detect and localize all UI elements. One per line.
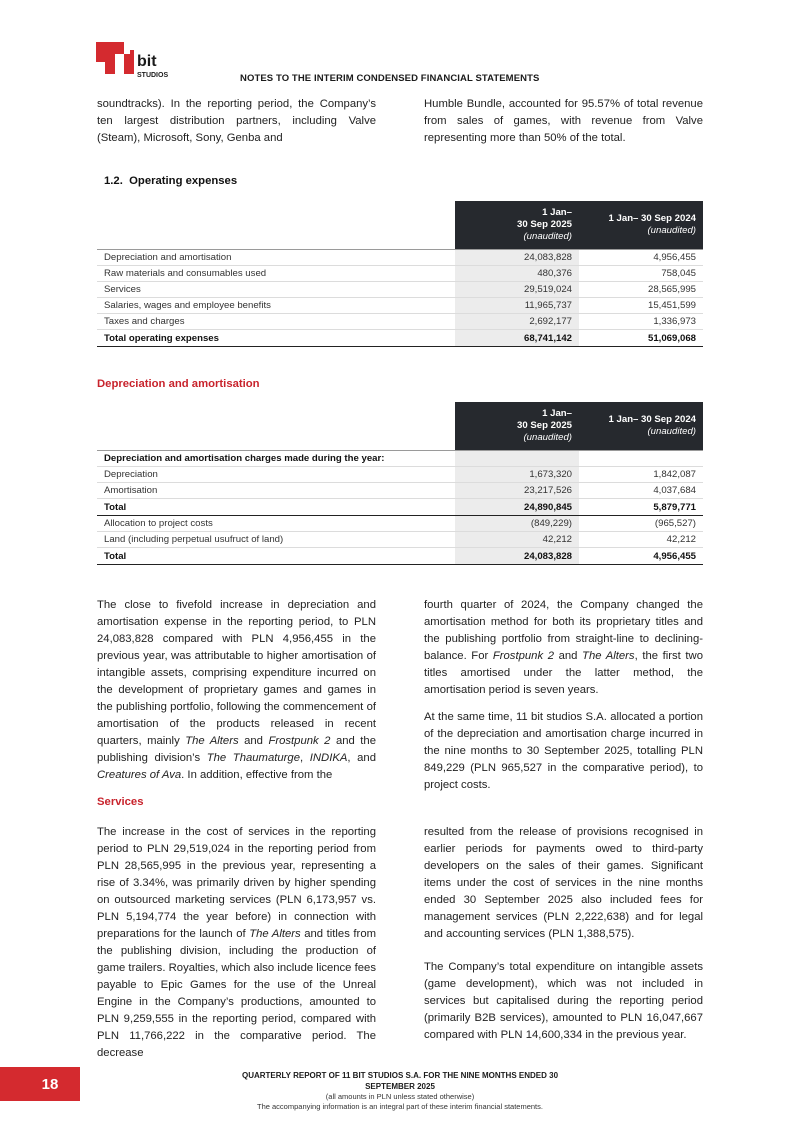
table-row: Taxes and charges 2,692,177 1,336,973: [97, 314, 703, 330]
table-total-row: Total operating expenses 68,741,142 51,069,068: [97, 330, 703, 347]
svg-text:STUDIOS: STUDIOS: [137, 72, 169, 79]
header-title: NOTES TO THE INTERIM CONDENSED FINANCIAL STATEMENTS: [240, 73, 540, 84]
section-heading-services: Services: [97, 796, 144, 808]
table-row: Amortisation 23,217,526 4,037,684: [97, 482, 703, 498]
services-text-left: The increase in the cost of services in the reporting period to PLN 29,519,024 in the reporting period from PLN 28,565,995 in the previous year, representing a rise of 3.34%, was primarily driven by higher spending on outsourced marketing services (PLN 6,173,957 vs. PLN 5,194,774 the year before) in connection with preparations for the launch of The Alters and titles from the publishing division, including the production of game trailers. Royalties, which also include licence fees payable to Epic Games for the use of the Unreal Engine in the Company’s productions, amounted to PLN 9,259,555 in the reporting period, compared with PLN 11,766,222 in the comparative period. The decrease: [97, 826, 377, 1059]
table-row: Depreciation and amortisation 24,083,828 4,956,455: [97, 249, 703, 265]
table-row: Depreciation 1,673,320 1,842,087: [97, 466, 703, 482]
svg-text:bit: bit: [137, 53, 157, 70]
footer: QUARTERLY REPORT OF 11 BIT STUDIOS S.A. FOR THE NINE MONTHS ENDED 30 SEPTEMBER 2025 (all amounts in PLN unless stated otherwise) The accompanying information is an integral part of these interim financial statements.: [241, 1071, 559, 1111]
depreciation-text-right: fourth quarter of 2024, the Company changed the amortisation method for both its proprietary titles and the publishing portfolio from straight-line to declining-balance. For Frostpunk 2 and The Alters, the first two titles amortised under the latter method, the amortisation period is seven years. At the same time, 11 bit studios S.A. allocated a portion of the depreciation and amortisation charge incurred in the nine months to 30 September 2025, totalling PLN 849,229 (PLN 965,527 in the comparative period), to project costs.: [424, 599, 703, 791]
table-total-row: Total 24,083,828 4,956,455: [97, 548, 703, 565]
section-heading-operating-expenses: 1.2. Operating expenses: [104, 175, 238, 187]
table-row: Allocation to project costs (849,229) (965,527): [97, 516, 703, 532]
column-header-2025: 1 Jan– 30 Sep 2025 (unaudited): [455, 402, 579, 450]
column-header-2025: 1 Jan– 30 Sep 2025 (unaudited): [455, 201, 579, 249]
depreciation-text-left: The close to fivefold increase in depreciation and amortisation expense in the reporting period, to PLN 24,083,828 compared with PLN 4,956,455 in the previous year, was attributable to higher amortisation of intangible assets, comprising expenditure incurred on the development of proprietary games and games in the publishing portfolio, following the commencement of amortisation of the products released in recent quarters, mainly The Alters and Frostpunk 2 and the publishing division’s The Thaumaturge, INDIKA, and Creatures of Ava. In addition, effective from the: [97, 599, 376, 781]
table-row: Raw materials and consumables used 480,376 758,045: [97, 265, 703, 281]
table-row: Land (including perpetual usufruct of land) 42,212 42,212: [97, 532, 703, 548]
column-header-2024: 1 Jan– 30 Sep 2024 (unaudited): [579, 201, 703, 249]
services-text-right: resulted from the release of provisions recognised in earlier periods for payments owed to third-party developers on the sales of their games. Significant items under the cost of services in the nine months ended 30 September 2025 also included fees for management services (PLN 2,222,638) and for legal and accounting services (PLN 1,388,575). The Company’s total expenditure on intangible assets (game development), which was not included in services but capitalised during the reporting period (primarily B2B services), amounted to PLN 16,047,667 compared with PLN 14,600,334 in the previous year.: [424, 826, 703, 1041]
depreciation-table: [97, 402, 703, 565]
intro-left-text: soundtracks). In the reporting period, the Company’s ten largest distribution partners, including Valve (Steam), Microsoft, Sony, Genba and: [97, 98, 376, 144]
operating-expenses-table: [97, 201, 703, 347]
page-number-badge: 18: [0, 1067, 80, 1101]
table-row: Salaries, wages and employee benefits 11,965,737 15,451,599: [97, 298, 703, 314]
company-logo: [96, 42, 176, 82]
table-section-row: Depreciation and amortisation charges made during the year:: [97, 450, 703, 466]
section-heading-depreciation: Depreciation and amortisation: [97, 378, 260, 390]
table-row: Services 29,519,024 28,565,995: [97, 281, 703, 297]
column-header-2024: 1 Jan– 30 Sep 2024 (unaudited): [579, 402, 703, 450]
table-subtotal-row: Total 24,890,845 5,879,771: [97, 499, 703, 516]
intro-right-text: Humble Bundle, accounted for 95.57% of total revenue from sales of games, with revenue from Valve representing more than 50% of the total.: [424, 98, 703, 144]
